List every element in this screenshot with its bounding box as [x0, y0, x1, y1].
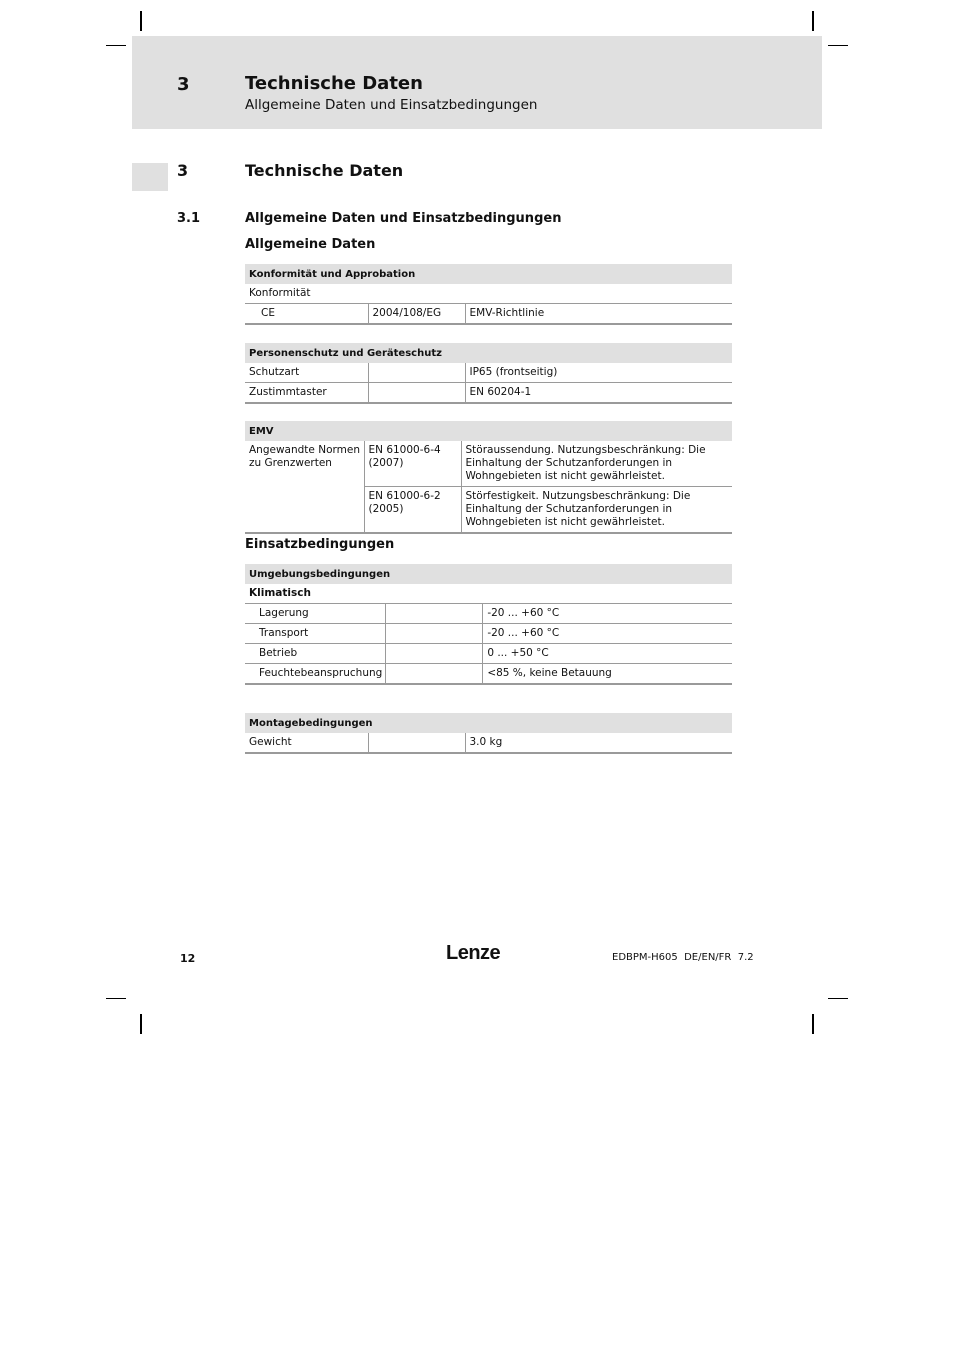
table-row: [245, 363, 732, 383]
crop-mark: [140, 1014, 142, 1034]
header-band: [132, 36, 822, 129]
group-label: Klimatisch: [245, 584, 732, 604]
crop-mark: [828, 45, 848, 46]
cell: 2004/108/EG: [368, 304, 465, 325]
cell: EMV-Richtlinie: [465, 304, 732, 325]
cell: [368, 383, 465, 404]
table-header: Montagebedingungen: [245, 713, 732, 733]
table-header: Umgebungsbedingungen: [245, 564, 732, 584]
crop-mark: [812, 1014, 814, 1034]
cell: Schutzart: [245, 363, 368, 383]
table-row: [245, 383, 732, 404]
cell: IP65 (frontseitig): [465, 363, 732, 383]
cell: Zustimmtaster: [245, 383, 368, 404]
cell: CE: [245, 304, 368, 325]
lenze-logo: Lenze: [446, 942, 501, 964]
table-row: [245, 644, 732, 664]
section-number: 3: [177, 161, 189, 180]
crop-mark: [828, 998, 848, 999]
cell: Gewicht: [245, 733, 368, 753]
chapter-number: 3: [177, 74, 190, 95]
table-header: EMV: [245, 421, 732, 441]
table-header: Personenschutz und Geräteschutz: [245, 343, 732, 363]
table-personenschutz: [245, 343, 732, 404]
subsection-number: 3.1: [177, 211, 201, 226]
document-id: EDBPM-H605 DE/EN/FR 7.2: [612, 952, 754, 963]
heading-allgemeine-daten: Allgemeine Daten: [245, 237, 376, 252]
cell: Lagerung: [245, 604, 386, 624]
cell: [368, 733, 465, 753]
table-row: [245, 624, 732, 644]
cell: [386, 664, 483, 685]
cell: -20 ... +60 °C: [483, 624, 732, 644]
cell: [386, 624, 483, 644]
table-row: [245, 304, 732, 325]
page-number: 12: [180, 952, 196, 965]
cell: Störaussendung. Nutzungsbeschränkung: Die Einhaltung der Schutzanforderungen in Wohngebieten ist nicht gewährleistet.: [461, 441, 732, 487]
cell: <85 %, keine Betauung: [483, 664, 732, 685]
cell: [368, 363, 465, 383]
cell: EN 60204-1: [465, 383, 732, 404]
cell: EN 61000-6-2 (2005): [364, 487, 461, 534]
crop-mark: [106, 45, 126, 46]
cell: -20 ... +60 °C: [483, 604, 732, 624]
cell: Transport: [245, 624, 386, 644]
table-row: [245, 733, 732, 753]
table-umgebung: [245, 564, 732, 685]
table-row: [245, 664, 732, 685]
table-header: Konformität und Approbation: [245, 264, 732, 284]
crop-mark: [812, 11, 814, 31]
crop-mark: [106, 998, 126, 999]
table-row: [245, 604, 732, 624]
cell: EN 61000-6-4 (2007): [364, 441, 461, 487]
heading-einsatzbedingungen: Einsatzbedingungen: [245, 537, 395, 552]
cell: [386, 604, 483, 624]
chapter-title: Technische Daten: [245, 73, 423, 94]
table-montage: [245, 713, 732, 754]
cell: [386, 644, 483, 664]
table-emv: [245, 421, 732, 534]
chapter-subtitle: Allgemeine Daten und Einsatzbedingungen: [245, 97, 538, 113]
subsection-title: Allgemeine Daten und Einsatzbedingungen: [245, 211, 562, 226]
section-title: Technische Daten: [245, 161, 404, 180]
cell: 0 ... +50 °C: [483, 644, 732, 664]
group-label: Konformität: [245, 284, 732, 304]
crop-mark: [140, 11, 142, 31]
chapter-side-tab: [132, 163, 168, 191]
table-row: [245, 441, 732, 487]
cell: Betrieb: [245, 644, 386, 664]
table-konformitaet: [245, 264, 732, 325]
cell: Angewandte Normen zu Grenzwerten: [245, 441, 364, 533]
cell: 3.0 kg: [465, 733, 732, 753]
cell: Störfestigkeit. Nutzungsbeschränkung: Die Einhaltung der Schutzanforderungen in Wohngebieten ist nicht gewährleistet.: [461, 487, 732, 534]
cell: Feuchtebeanspruchung: [245, 664, 386, 685]
